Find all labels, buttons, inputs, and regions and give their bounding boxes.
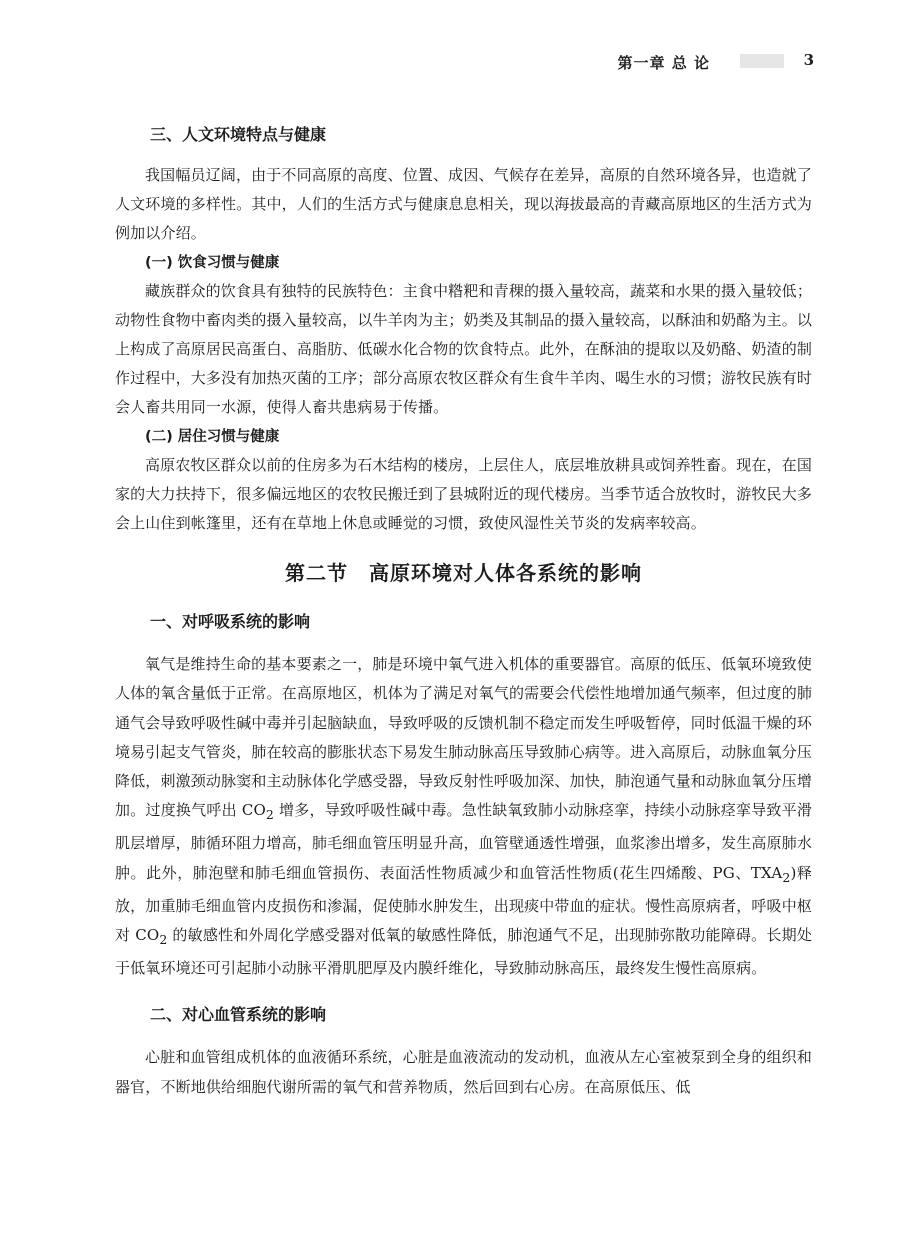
header-bar bbox=[740, 54, 784, 68]
respiratory-text-part-2: 增多，导致呼吸性碱中毒。急性缺氧致肺小动脉痉挛，持续小动脉痉挛导致平滑肌层增厚，肺循环阻力增高，肺毛细血管压明显升高，血管壁通透性增强，血浆渗出增多，发生高原肺水肿。此外，肺泡壁和肺毛细血管损伤、表面活性物质减少和血管活性物质(花生四烯酸、PG、TXA bbox=[115, 801, 812, 882]
paragraph-housing: 高原农牧区群众以前的住房多为石木结构的楼房，上层住人，底层堆放耕具或饲养牲畜。现在，在国家的大力扶持下，很多偏远地区的农牧民搬迁到了县城附近的现代楼房。当季节适合放牧时，游牧民大多会上山住到帐篷里，还有在草地上休息或睡觉的习惯，致使风湿性关节炎的发病率较高。 bbox=[115, 455, 812, 533]
respiratory-text-part-1: 氧气是维持生命的基本要素之一，肺是环境中氧气进入机体的重要器官。高原的低压、低氧环境致使人体的氧含量低于正常。在高原地区，机体为了满足对氧气的需要会代偿性地增加通气频率，但过度的肺通气会导致呼吸性碱中毒并引起脑缺血，导致呼吸的反馈机制不稳定而发生呼吸暂停，同时低温干燥的环境易引起支气管炎，肺在较高的膨胀状态下易发生肺动脉高压导致肺心病等。进入高原后，动脉血氧分压降低，刺激颈动脉窦和主动脉体化学感受器，导致反射性呼吸加深、加快，肺泡通气量和动脉血氧分压增加。过度换气呼出 CO bbox=[115, 655, 812, 820]
subheading-housing: (二) 居住习惯与健康 bbox=[145, 428, 280, 445]
respiratory-text-part-3: )释放，加重肺毛细血管内皮损伤和渗漏，促使肺水肿发生，出现痰中带血的症状。慢性高原病者，呼吸中枢对 CO bbox=[115, 863, 812, 945]
paragraph-respiratory bbox=[115, 650, 812, 983]
running-head bbox=[0, 50, 900, 74]
page-body bbox=[115, 122, 812, 1102]
paragraph-cardiovascular: 心脏和血管组成机体的血液循环系统，心脏是血液流动的发动机，血液从左心室被泵到全身的组织和器官，不断地供给细胞代谢所需的氧气和营养物质，然后回到右心房。在高原低压、低 bbox=[115, 1048, 812, 1096]
section-heading-humanistic: 三、人文环境特点与健康 bbox=[150, 125, 327, 144]
chapter-title: 第一章 总 论 bbox=[617, 54, 710, 72]
heading-cardiovascular: 二、对心血管系统的影响 bbox=[150, 1005, 327, 1025]
txa2-subscript: 2 bbox=[782, 869, 791, 885]
co2-subscript-2: 2 bbox=[159, 932, 168, 948]
paragraph-humanistic-intro: 我国幅员辽阔，由于不同高原的高度、位置、成因、气候存在差异，高原的自然环境各异，也造就了人文环境的多样性。其中，人们的生活方式与健康息息相关，现以海拔最高的青藏高原地区的生活方式为例加以介绍。 bbox=[115, 166, 812, 243]
co2-subscript: 2 bbox=[265, 807, 275, 823]
page-number: 3 bbox=[803, 51, 814, 69]
respiratory-text-part-4: 的敏感性和外周化学感受器对低氧的敏感性降低，肺泡通气不足，出现肺弥散功能障碍。长期处于低氧环境还可引起肺小动脉平滑肌肥厚及内膜纤维化，导致肺动脉高压，最终发生慢性高原病。 bbox=[115, 926, 812, 978]
paragraph-diet: 藏族群众的饮食具有独特的民族特色：主食中糌粑和青稞的摄入量较高，蔬菜和水果的摄入量较低；动物性食物中畜肉类的摄入量较高，以牛羊肉为主；奶类及其制品的摄入量较高，以酥油和奶酪为主。以上构成了高原居民高蛋白、高脂肪、低碳水化合物的饮食特点。此外，在酥油的提取以及奶酪、奶渣的制作过程中，大多没有加热灭菌的工序；部分高原农牧区群众有生食牛羊肉、喝生水的习惯；游牧民族有时会人畜共用同一水源，使得人畜共患病易于传播。 bbox=[115, 281, 812, 417]
heading-respiratory: 一、对呼吸系统的影响 bbox=[150, 612, 311, 632]
subheading-diet: (一) 饮食习惯与健康 bbox=[145, 254, 280, 271]
section-two-title: 第二节 高原环境对人体各系统的影响 bbox=[285, 561, 642, 586]
